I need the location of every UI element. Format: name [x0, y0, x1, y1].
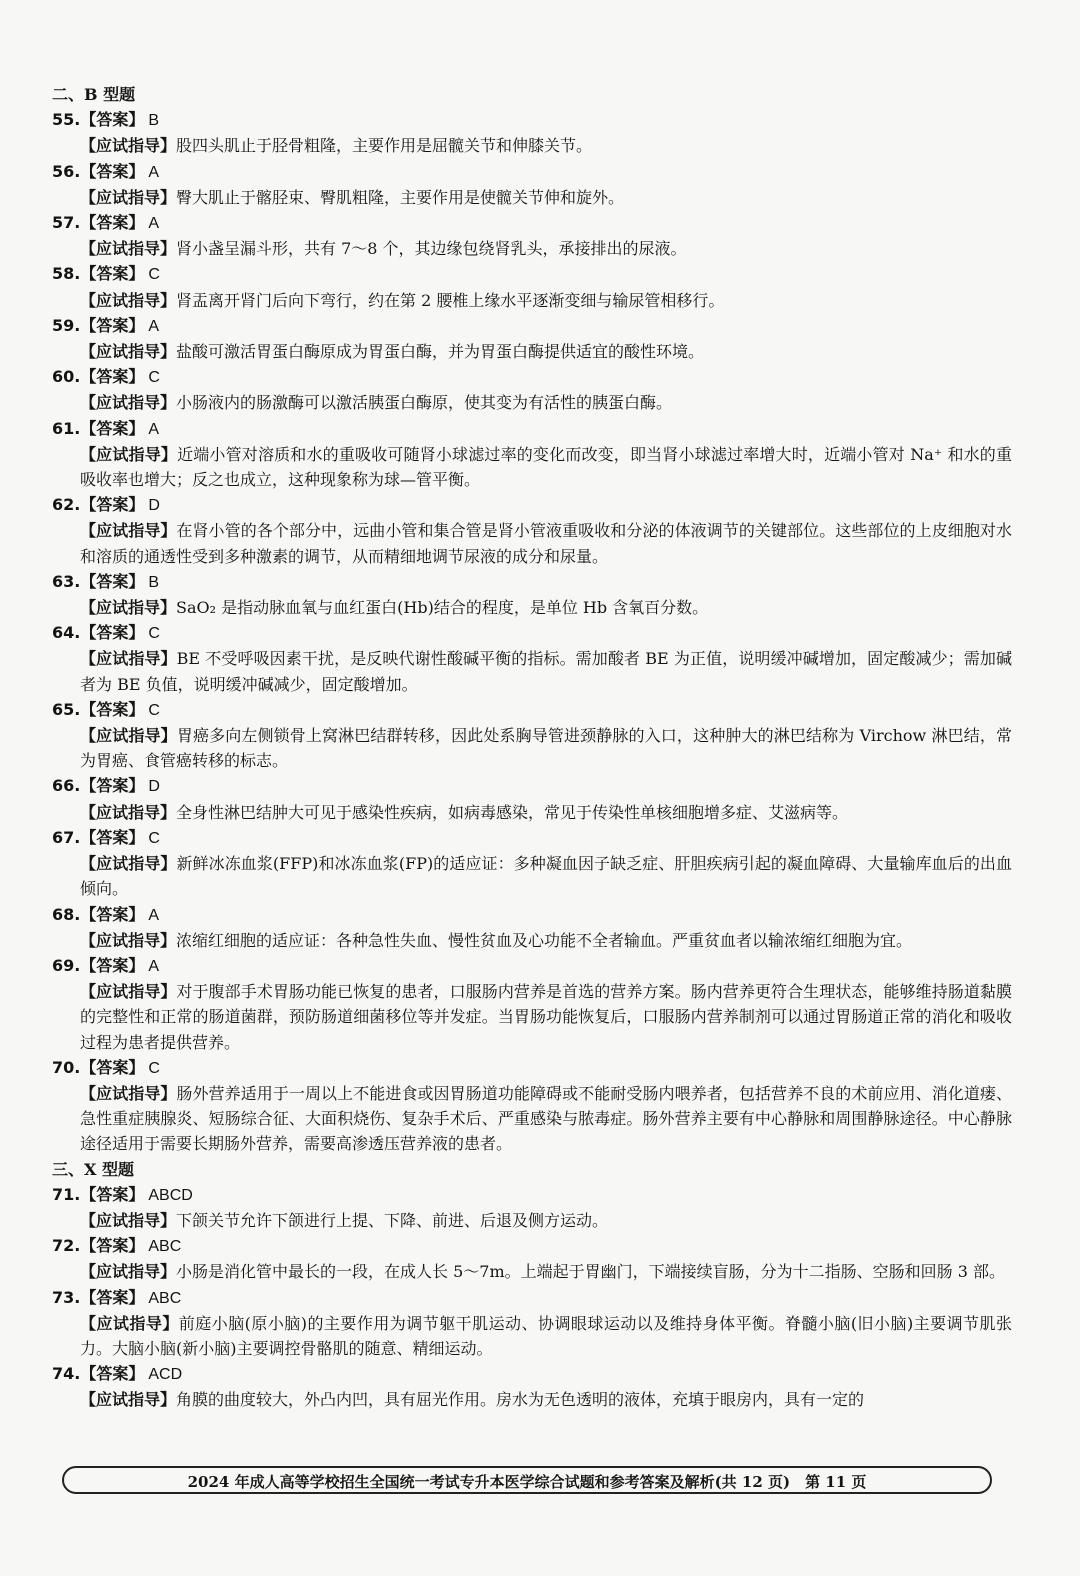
question-number: 56.	[52, 161, 81, 181]
exam-guide	[80, 646, 1012, 696]
answer-value: ABC	[148, 1238, 182, 1256]
answer-label: 【答案】	[80, 623, 145, 643]
answer-label: 【答案】	[80, 418, 145, 438]
answer-value: A	[148, 215, 160, 233]
guide-label: 【应试指导】	[80, 1083, 177, 1103]
exam-guide	[80, 851, 1012, 901]
answer-label: 【答案】	[80, 904, 145, 924]
exam-guide	[80, 595, 1012, 620]
answer-value: C	[148, 369, 160, 387]
exam-guide	[80, 1311, 1012, 1361]
guide-label: 【应试指导】	[80, 930, 177, 950]
document-body	[52, 82, 1012, 1413]
answer-value: D	[148, 778, 160, 796]
guide-text: 新鲜冰冻血浆(FFP)和冰冻血浆(FP)的适应证：多种凝血因子缺乏症、肝胆疾病引起的凝血障碍、大量输库血后的出血倾向。	[80, 854, 1012, 899]
answer-value: A	[148, 317, 160, 335]
guide-text: 臀大肌止于髂胫束、臀肌粗隆，主要作用是使髋关节伸和旋外。	[176, 187, 625, 207]
guide-text: 在肾小管的各个部分中，远曲小管和集合管是肾小管液重吸收和分泌的体液调节的关键部位。这些部位的上皮细胞对水和溶质的通透性受到多种激素的调节，从而精细地调节尿液的成分和尿量。	[80, 521, 1012, 566]
exam-guide	[80, 185, 1012, 210]
answer-line	[52, 569, 1012, 595]
guide-text: 小肠液内的肠激酶可以激活胰蛋白酶原，使其变为有活性的胰蛋白酶。	[176, 393, 673, 413]
answer-line	[52, 1055, 1012, 1081]
answer-value: C	[148, 625, 160, 643]
answer-line	[52, 416, 1012, 442]
answer-value: ABCD	[148, 1186, 193, 1204]
section-title: 二、B 型题	[52, 85, 136, 104]
exam-guide	[80, 390, 1012, 415]
question-number: 60.	[52, 367, 81, 387]
question-number: 70.	[52, 1057, 81, 1077]
question-number: 61.	[52, 418, 81, 438]
answer-value: A	[148, 906, 160, 924]
answer-label: 【答案】	[80, 495, 145, 515]
answer-label: 【答案】	[80, 1057, 145, 1077]
question-number: 74.	[52, 1364, 81, 1384]
guide-text: 角膜的曲度较大，外凸内凹，具有屈光作用。房水为无色透明的液体，充填于眼房内，具有一定的	[176, 1390, 865, 1410]
answer-label: 【答案】	[80, 1364, 145, 1384]
guide-text: 浓缩红细胞的适应证：各种急性失血、慢性贫血及心功能不全者输血。严重贫血者以输浓缩红细胞为宜。	[176, 930, 913, 950]
guide-label: 【应试指导】	[80, 342, 177, 362]
answer-value: D	[148, 497, 160, 515]
guide-text: 小肠是消化管中最长的一段，在成人长 5～7m。上端起于胃幽门，下端接续盲肠，分为十二指肠、空肠和回肠 3 部。	[176, 1262, 1005, 1282]
answer-value: A	[148, 163, 160, 181]
section-title: 三、X 型题	[52, 1159, 134, 1179]
answer-label: 【答案】	[80, 110, 145, 130]
guide-text: 对于腹部手术胃肠功能已恢复的患者，口服肠内营养是首选的营养方案。肠内营养更符合生理状态，能够维持肠道黏膜的完整性和正常的肠道菌群，预防肠道细菌移位等并发症。当胃肠功能恢复后，口服肠内营养制剂可以通过胃肠道正常的消化和吸收过程为患者提供营养。	[80, 982, 1012, 1052]
question-number: 58.	[52, 264, 81, 284]
answer-value: C	[148, 1059, 160, 1077]
answer-label: 【答案】	[80, 367, 145, 387]
answer-label: 【答案】	[80, 161, 145, 181]
answer-line	[52, 1285, 1012, 1311]
guide-label: 【应试指导】	[80, 393, 177, 413]
answer-label: 【答案】	[80, 699, 145, 719]
guide-text: 全身性淋巴结肿大可见于感染性疾病，如病毒感染，常见于传染性单核细胞增多症、艾滋病等。	[176, 802, 849, 822]
guide-label: 【应试指导】	[80, 649, 177, 669]
answer-value: A	[148, 957, 160, 975]
answer-label: 【答案】	[80, 1236, 145, 1256]
exam-guide	[80, 1259, 1012, 1284]
question-number: 59.	[52, 315, 81, 335]
guide-label: 【应试指导】	[80, 187, 177, 207]
exam-guide	[80, 1208, 1012, 1233]
guide-label: 【应试指导】	[80, 136, 177, 156]
question-number: 63.	[52, 571, 81, 591]
question-number: 65.	[52, 699, 81, 719]
guide-label: 【应试指导】	[80, 982, 177, 1002]
answer-label: 【答案】	[80, 571, 145, 591]
question-number: 57.	[52, 213, 81, 233]
answer-line	[52, 261, 1012, 287]
answer-line	[52, 697, 1012, 723]
exam-guide	[80, 518, 1012, 568]
guide-text: 肾小盏呈漏斗形，共有 7～8 个，其边缘包绕肾乳头，承接排出的尿液。	[176, 239, 687, 259]
guide-label: 【应试指导】	[80, 1210, 177, 1230]
question-number: 72.	[52, 1236, 81, 1256]
guide-label: 【应试指导】	[80, 444, 178, 464]
answer-label: 【答案】	[80, 213, 145, 233]
exam-guide	[80, 133, 1012, 158]
answer-value: B	[148, 112, 160, 130]
answer-line	[52, 1361, 1012, 1387]
answer-line	[52, 953, 1012, 979]
answer-line	[52, 620, 1012, 646]
answer-line	[52, 825, 1012, 851]
guide-label: 【应试指导】	[80, 802, 177, 822]
guide-label: 【应试指导】	[80, 1390, 177, 1410]
guide-text: 肠外营养适用于一周以上不能进食或因胃肠道功能障碍或不能耐受肠内喂养者，包括营养不良的术前应用、消化道瘘、急性重症胰腺炎、短肠综合征、大面积烧伤、复杂手术后、严重感染与脓毒症。肠外营养主要有中心静脉和周围静脉途径。中心静脉途径适用于需要长期肠外营养，需要高渗透压营养液的患者。	[80, 1083, 1012, 1154]
guide-label: 【应试指导】	[80, 598, 177, 618]
answer-line	[52, 1182, 1012, 1208]
answer-value: C	[148, 829, 160, 847]
guide-text: 近端小管对溶质和水的重吸收可随肾小球滤过率的变化而改变，即当肾小球滤过率增大时，近端小管对 Na⁺ 和水的重吸收率也增大；反之也成立，这种现象称为球—管平衡。	[80, 444, 1012, 490]
question-number: 68.	[52, 904, 81, 924]
guide-text: 下颌关节允许下颌进行上提、下降、前进、后退及侧方运动。	[176, 1210, 609, 1230]
exam-guide	[80, 236, 1012, 261]
answer-label: 【答案】	[80, 955, 145, 975]
answer-line	[52, 107, 1012, 133]
guide-text: 肾盂离开肾门后向下弯行，约在第 2 腰椎上缘水平逐渐变细与输尿管相移行。	[176, 290, 725, 310]
exam-guide	[80, 339, 1012, 364]
guide-label: 【应试指导】	[80, 1313, 179, 1333]
question-number: 67.	[52, 827, 81, 847]
exam-guide	[80, 723, 1012, 773]
answer-value: ACD	[148, 1366, 183, 1384]
answer-label: 【答案】	[80, 827, 145, 847]
exam-guide	[80, 928, 1012, 953]
guide-text: BE 不受呼吸因素干扰，是反映代谢性酸碱平衡的指标。需加酸者 BE 为正值，说明缓冲碱增加，固定酸减少；需加碱者为 BE 负值，说明缓冲碱减少，固定酸增加。	[80, 649, 1012, 694]
answer-line	[52, 773, 1012, 799]
answer-label: 【答案】	[80, 315, 145, 335]
answer-line	[52, 1233, 1012, 1259]
answer-label: 【答案】	[80, 264, 145, 284]
exam-guide	[80, 1081, 1012, 1157]
answer-label: 【答案】	[80, 1287, 145, 1307]
question-number: 73.	[52, 1287, 81, 1307]
question-number: 62.	[52, 495, 81, 515]
guide-text: 前庭小脑(原小脑)的主要作用为调节躯干肌运动、协调眼球运动以及维持身体平衡。脊髓小脑(旧小脑)主要调节肌张力。大脑小脑(新小脑)主要调控骨骼肌的随意、精细运动。	[80, 1313, 1012, 1358]
answer-value: C	[148, 701, 160, 719]
guide-text: 股四头肌止于胫骨粗隆，主要作用是屈髋关节和伸膝关节。	[176, 136, 593, 156]
guide-text: 盐酸可激活胃蛋白酶原成为胃蛋白酶，并为胃蛋白酶提供适宜的酸性环境。	[176, 342, 705, 362]
exam-guide	[80, 442, 1012, 492]
guide-text: SaO₂ 是指动脉血氧与血红蛋白(Hb)结合的程度，是单位 Hb 含氧百分数。	[176, 598, 709, 618]
guide-label: 【应试指导】	[80, 1262, 177, 1282]
question-number: 55.	[52, 110, 81, 130]
guide-label: 【应试指导】	[80, 854, 177, 874]
question-number: 64.	[52, 623, 81, 643]
answer-value: ABC	[148, 1289, 182, 1307]
exam-guide	[80, 800, 1012, 825]
answer-value: A	[148, 420, 160, 438]
guide-label: 【应试指导】	[80, 726, 177, 746]
answer-line	[52, 902, 1012, 928]
answer-label: 【答案】	[80, 776, 145, 796]
exam-guide	[80, 288, 1012, 313]
answer-line	[52, 313, 1012, 339]
question-number: 69.	[52, 955, 81, 975]
guide-label: 【应试指导】	[80, 239, 177, 259]
answer-label: 【答案】	[80, 1184, 145, 1204]
answer-value: C	[148, 266, 160, 284]
guide-label: 【应试指导】	[80, 521, 177, 541]
exam-guide	[80, 1387, 1012, 1412]
answer-line	[52, 364, 1012, 390]
guide-text: 胃癌多向左侧锁骨上窝淋巴结群转移，因此处系胸导管进颈静脉的入口，这种肿大的淋巴结称为 Virchow 淋巴结，常为胃癌、食管癌转移的标志。	[80, 726, 1012, 771]
question-number: 71.	[52, 1184, 81, 1204]
question-number: 66.	[52, 776, 81, 796]
answer-line	[52, 210, 1012, 236]
answer-line	[52, 159, 1012, 185]
page-footer: 2024 年成人高等学校招生全国统一考试专升本医学综合试题和参考答案及解析(共 12 页) 第 11 页	[62, 1466, 992, 1494]
exam-guide	[80, 979, 1012, 1055]
answer-value: B	[148, 573, 160, 591]
answer-line	[52, 492, 1012, 518]
guide-label: 【应试指导】	[80, 290, 177, 310]
